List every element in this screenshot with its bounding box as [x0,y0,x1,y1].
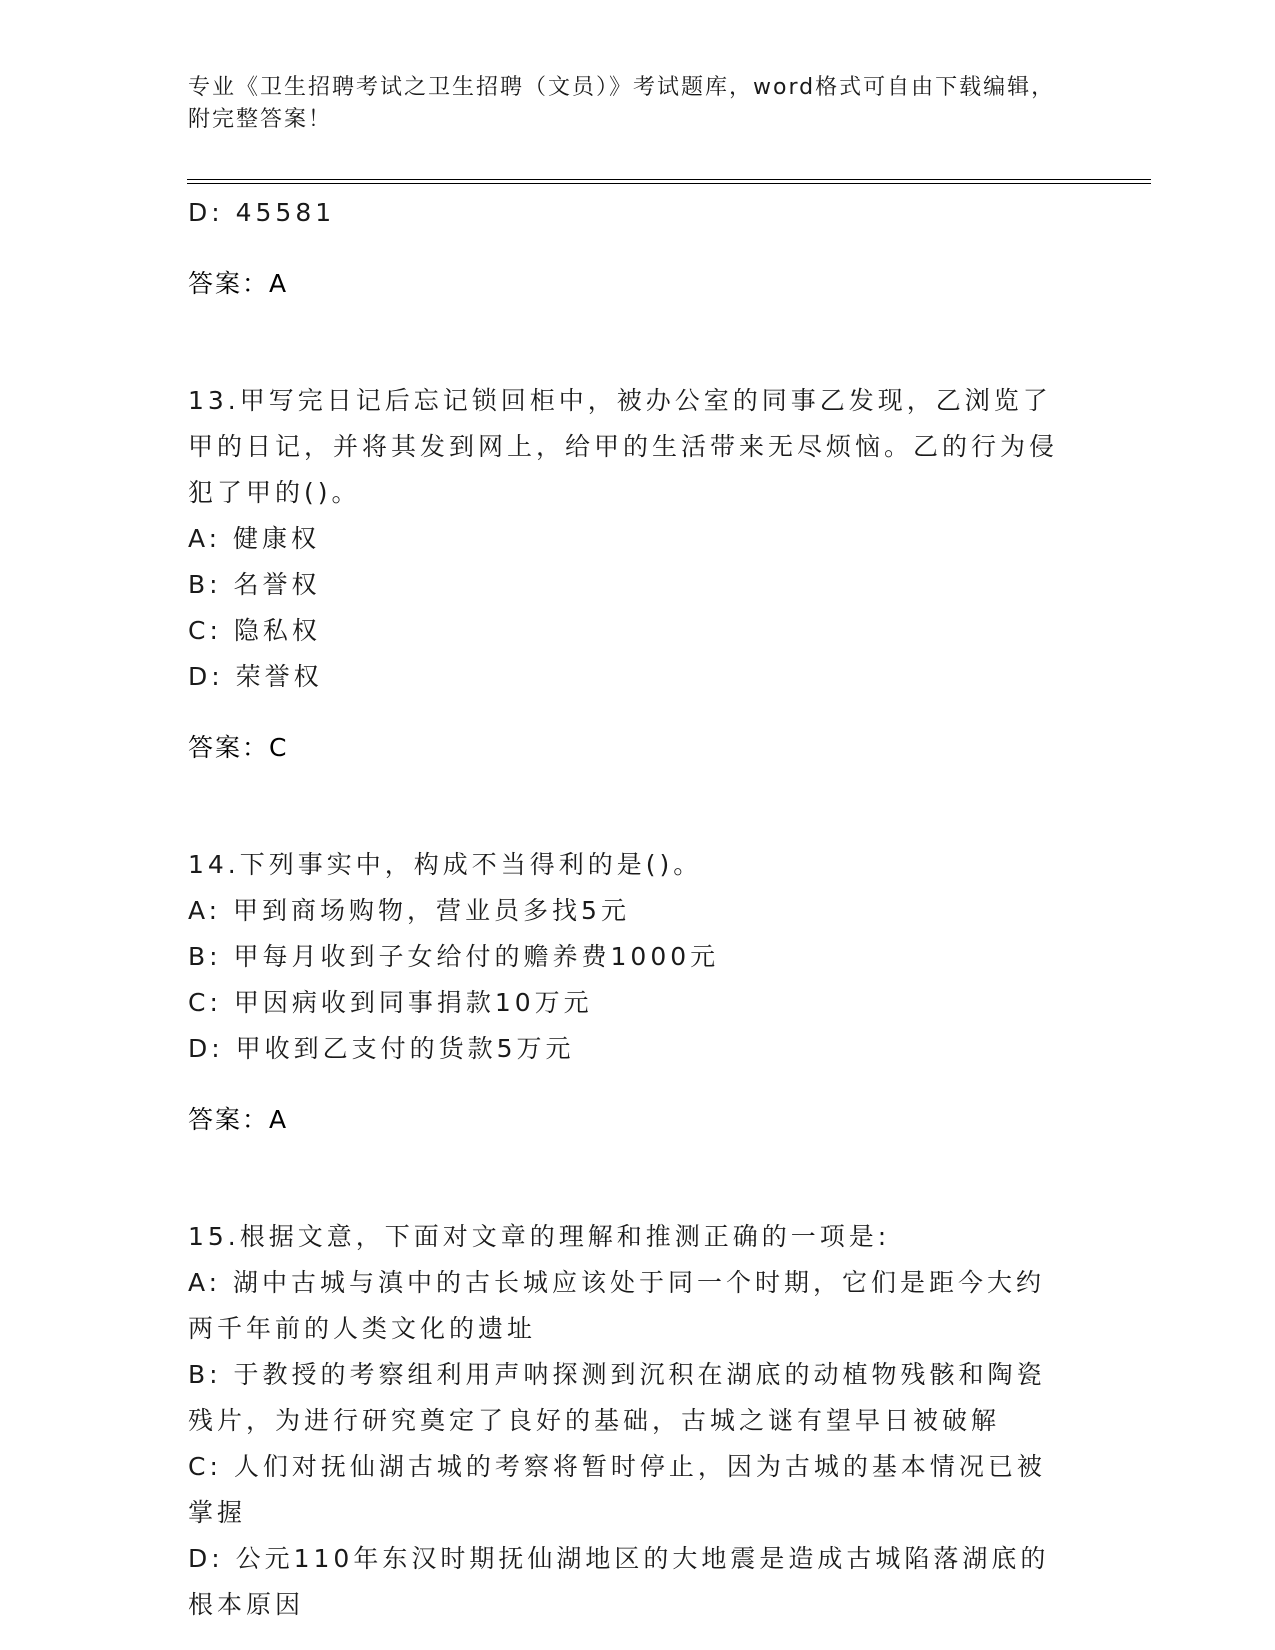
header-divider-top [187,179,1151,180]
page-header: 专业《卫生招聘考试之卫生招聘（文员）》考试题库，word格式可自由下载编辑，附完整答案！ [188,75,1056,132]
option-b: B: 甲每月收到子女给付的赡养费1000元 [188,942,720,971]
header-divider-bottom [187,183,1151,184]
option-b: B: 名誉权 [188,570,321,599]
option-c: C: 人们对抚仙湖古城的考察将暂时停止，因为古城的基本情况已被掌握 [188,1452,1046,1527]
spacer [188,332,1068,378]
question-stem: 15.根据文意，下面对文章的理解和推测正确的一项是: [188,1222,891,1251]
spacer [188,796,1068,842]
option-d: D: 45581 [188,198,336,227]
option-a: A: 甲到商场购物，营业员多找5元 [188,896,630,925]
answer-line: 答案：C [188,733,289,762]
option-d: D: 荣誉权 [188,662,323,691]
answer-line: 答案：A [188,1105,289,1134]
question-stem: 14.下列事实中，构成不当得利的是()。 [188,850,703,879]
question-13 [188,378,1068,771]
question-content [188,190,1068,1628]
previous-question-tail [188,190,1068,307]
option-b: B: 于教授的考察组利用声呐探测到沉积在湖底的动植物残骸和陶瓷残片，为进行研究奠定了良好的基础，古城之谜有望早日被破解 [188,1360,1046,1435]
option-c: C: 隐私权 [188,616,321,645]
spacer [188,1168,1068,1214]
option-c: C: 甲因病收到同事捐款10万元 [188,988,593,1017]
question-14 [188,842,1068,1143]
option-a: A: 湖中古城与滇中的古长城应该处于同一个时期，它们是距今大约两千年前的人类文化的遗址 [188,1268,1046,1343]
question-15 [188,1214,1068,1628]
option-d: D: 甲收到乙支付的货款5万元 [188,1034,575,1063]
answer-line: 答案：A [188,269,289,298]
question-stem: 13.甲写完日记后忘记锁回柜中，被办公室的同事乙发现，乙浏览了甲的日记，并将其发到网上，给甲的生活带来无尽烦恼。乙的行为侵犯了甲的()。 [188,386,1059,507]
option-d: D: 公元110年东汉时期抚仙湖地区的大地震是造成古城陷落湖底的根本原因 [188,1544,1050,1619]
option-a: A: 健康权 [188,524,321,553]
